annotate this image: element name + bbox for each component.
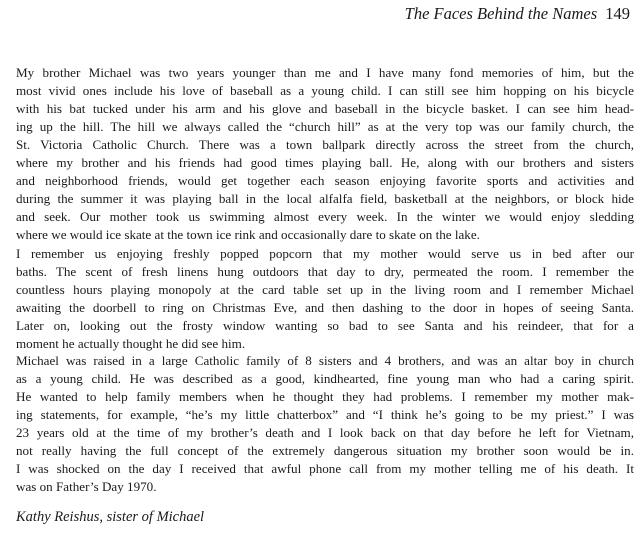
text-line: Later on, looking out the frosty window wanting so bad to see Santa and his reindeer, that for a bbox=[16, 318, 634, 333]
author-signature: Kathy Reishus, sister of Michael bbox=[16, 509, 205, 525]
text-line: I was shocked on the day I received that awful phone call from my mother telling me of his death. It bbox=[16, 461, 634, 476]
paragraph-childhood-memories bbox=[16, 64, 634, 244]
text-line: and neighborhood friends, would get together each season enjoying favorite sports and activities and bbox=[16, 173, 634, 188]
text-line: awaiting the doorbell to ring on Christmas Eve, and then dashing to the door in hopes of seeing Santa. bbox=[16, 300, 634, 315]
text-line: Michael was raised in a large Catholic family of 8 sisters and 4 brothers, and was an altar boy in church bbox=[16, 353, 634, 368]
text-line: where my brother and his friends had good times playing ball. He, along with our brothers and sisters bbox=[16, 155, 634, 170]
text-line: during the summer it was playing ball in the local alfalfa field, basketball at the neighbors, or block hide bbox=[16, 191, 634, 206]
running-header bbox=[405, 4, 630, 24]
text-line: and seek. Our mother took us swimming almost every week. In the winter we would enjoy sledding bbox=[16, 209, 634, 224]
text-line: baths. The scent of fresh linens hung outdoors that day to dry, permeated the room. I remember the bbox=[16, 264, 634, 279]
text-line: St. Victoria Catholic Church. There was a town ballpark directly across the street from the church, bbox=[16, 137, 634, 152]
text-line: My brother Michael was two years younger than me and I have many fond memories of him, but the bbox=[16, 65, 634, 80]
page-number: 149 bbox=[605, 4, 630, 23]
text-line: countless hours playing monopoly at the card table set up in the living room and I remember Michael bbox=[16, 282, 634, 297]
text-line: where we would ice skate at the town ice rink and occasionally dare to skate on the lake. bbox=[16, 227, 480, 242]
text-line: not really having the full concept of the extremely dangerous situation my brother soon would be in. bbox=[16, 443, 634, 458]
text-line: was on Father’s Day 1970. bbox=[16, 479, 157, 494]
text-line: 23 years old at the time of my brother’s death and I look back on that day before he left for Vietnam, bbox=[16, 425, 634, 440]
text-line: I remember us enjoying freshly popped popcorn that my mother would serve us in bed after our bbox=[16, 246, 634, 261]
paragraph-home-memories bbox=[16, 245, 634, 353]
text-line: moment he actually thought he did see him. bbox=[16, 336, 246, 351]
text-line: as a young child. He was described as a good, kindhearted, fine young man who had a caring spirit. bbox=[16, 371, 634, 386]
text-line: with his bat tucked under his arm and his glove and baseball in the bicycle basket. I can see him head- bbox=[16, 101, 634, 116]
book-title: The Faces Behind the Names bbox=[404, 4, 598, 23]
text-line: He wanted to help family members when he thought they had problems. I remember my mother mak- bbox=[16, 389, 634, 404]
text-line: ing up the hill. The hill we always called the “church hill” as at the very top was our family church, the bbox=[16, 119, 634, 134]
text-line: ing statements, for example, “he’s my little chatterbox” and “I think he’s going to be my priest.” I was bbox=[16, 407, 634, 422]
paragraph-family-and-death bbox=[16, 352, 634, 496]
text-line: most vivid ones include his love of baseball as a young child. I can still see him hopping on his bicycle bbox=[16, 83, 634, 98]
